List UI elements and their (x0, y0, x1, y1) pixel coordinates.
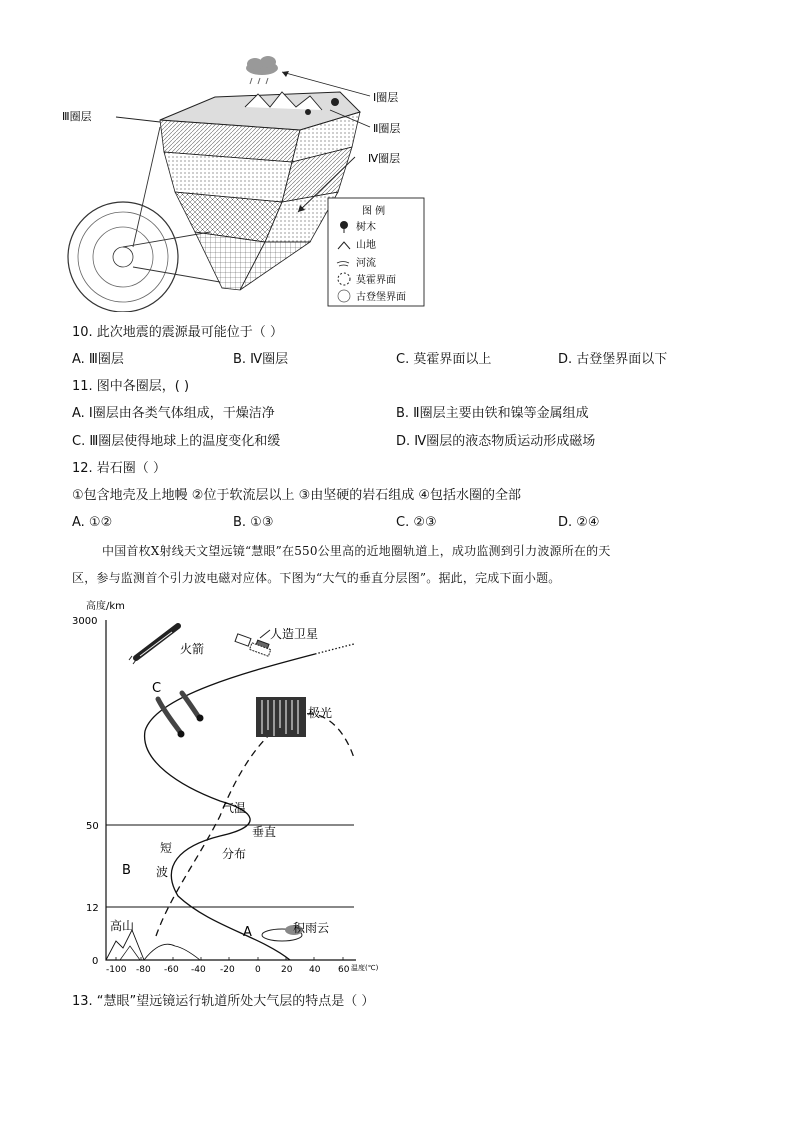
label-temp-2: 垂直 (252, 825, 277, 839)
q10-option-d[interactable]: D. 古登堡界面以下 (558, 352, 668, 367)
label-layer2: Ⅱ圈层 (373, 122, 401, 135)
y-tick-50: 50 (86, 821, 99, 832)
label-shortwave-1: 短 (160, 841, 173, 855)
label-a: A (243, 925, 252, 940)
q11-option-b[interactable]: B. Ⅱ圈层主要由铁和镍等金属组成 (396, 406, 589, 421)
q11-option-c[interactable]: C. Ⅲ圈层使得地球上的温度变化和缓 (72, 434, 281, 449)
meteor-icon (158, 693, 204, 738)
q10-option-c[interactable]: C. 莫霍界面以上 (396, 352, 492, 367)
axes (106, 620, 356, 960)
passage-line-1: 中国首枚X射线天文望远镜“慧眼”在550公里高的近地圈轨道上，成功监测到引力波源所在的天 (102, 544, 611, 558)
label-layer1: Ⅰ圈层 (373, 91, 399, 104)
q11-option-d[interactable]: D. Ⅳ圈层的液态物质运动形成磁场 (396, 434, 596, 449)
temperature-curve-dotted (315, 644, 354, 654)
passage-line-2: 区，参与监测首个引力波电磁对应体。下图为“大气的垂直分层图”。据此，完成下面小题。 (72, 571, 561, 585)
label-satellite: 人造卫星 (270, 627, 319, 641)
legend (328, 198, 424, 306)
q13-stem: 13. “慧眼”望远镜运行轨道所处大气层的特点是（ ） (72, 994, 375, 1009)
q12-option-c[interactable]: C. ②③ (396, 515, 437, 530)
x-tick-20: 20 (281, 965, 293, 975)
q10-option-a[interactable]: A. Ⅲ圈层 (72, 352, 124, 367)
rain-cloud-icon (246, 56, 278, 84)
x-tick-40: 40 (309, 965, 321, 975)
legend-item-river: 河流 (356, 258, 376, 269)
y-axis-label: 高度/km (86, 601, 125, 612)
label-mountain: 高山 (110, 919, 135, 933)
legend-title: 图 例 (362, 206, 386, 217)
label-shortwave-2: 波 (156, 865, 169, 879)
x-tick-m100: -100 (106, 965, 127, 975)
legend-item-tree: 树木 (356, 222, 376, 233)
q12-statements: ①包含地壳及上地幔 ②位于软流层以上 ③由坚硬的岩石组成 ④包括水圈的全部 (72, 488, 522, 503)
q12-option-b[interactable]: B. ①③ (233, 515, 274, 530)
q11-stem: 11. 图中各圈层，( ) (72, 379, 190, 394)
y-tick-3000: 3000 (72, 616, 98, 627)
label-rocket: 火箭 (180, 642, 205, 656)
q12-option-d[interactable]: D. ②④ (558, 515, 600, 530)
atmosphere-diagram (60, 596, 400, 980)
aurora-image (256, 697, 306, 737)
earth-globe (68, 202, 178, 312)
q11-option-a[interactable]: A. Ⅰ圈层由各类气体组成，干燥洁净 (72, 406, 275, 421)
legend-item-mountain: 山地 (356, 240, 376, 251)
y-tick-0: 0 (92, 956, 99, 967)
legend-item-moho: 莫霍界面 (356, 275, 396, 286)
label-c: C (152, 681, 162, 696)
label-temp-3: 分布 (222, 847, 247, 861)
x-tick-m60: -60 (164, 965, 179, 975)
q10-option-b[interactable]: B. Ⅳ圈层 (233, 352, 289, 367)
label-temp-1: 气温 (222, 801, 247, 815)
label-aurora: 极光 (308, 706, 333, 720)
label-b: B (122, 863, 131, 878)
x-tick-0: 0 (255, 965, 261, 975)
label-layer3: Ⅲ圈层 (62, 110, 92, 123)
legend-item-gutenberg: 古登堡界面 (356, 292, 406, 303)
rocket-icon (129, 626, 178, 664)
x-tick-m20: -20 (220, 965, 235, 975)
q12-stem: 12. 岩石圈（ ） (72, 461, 166, 476)
satellite-icon (235, 630, 271, 656)
q12-option-a[interactable]: A. ①② (72, 515, 113, 530)
label-cloud: 积雨云 (293, 921, 330, 935)
q10-stem: 10. 此次地震的震源最可能位于（ ） (72, 325, 283, 340)
x-tick-60: 60 (338, 965, 350, 975)
mountain-icon (106, 930, 200, 960)
y-tick-12: 12 (86, 903, 99, 914)
x-tick-m40: -40 (191, 965, 206, 975)
x-axis-label: 温度(℃) (351, 964, 379, 972)
x-tick-m80: -80 (136, 965, 151, 975)
label-layer4: Ⅳ圈层 (368, 152, 401, 165)
earth-layers-diagram (60, 52, 430, 312)
